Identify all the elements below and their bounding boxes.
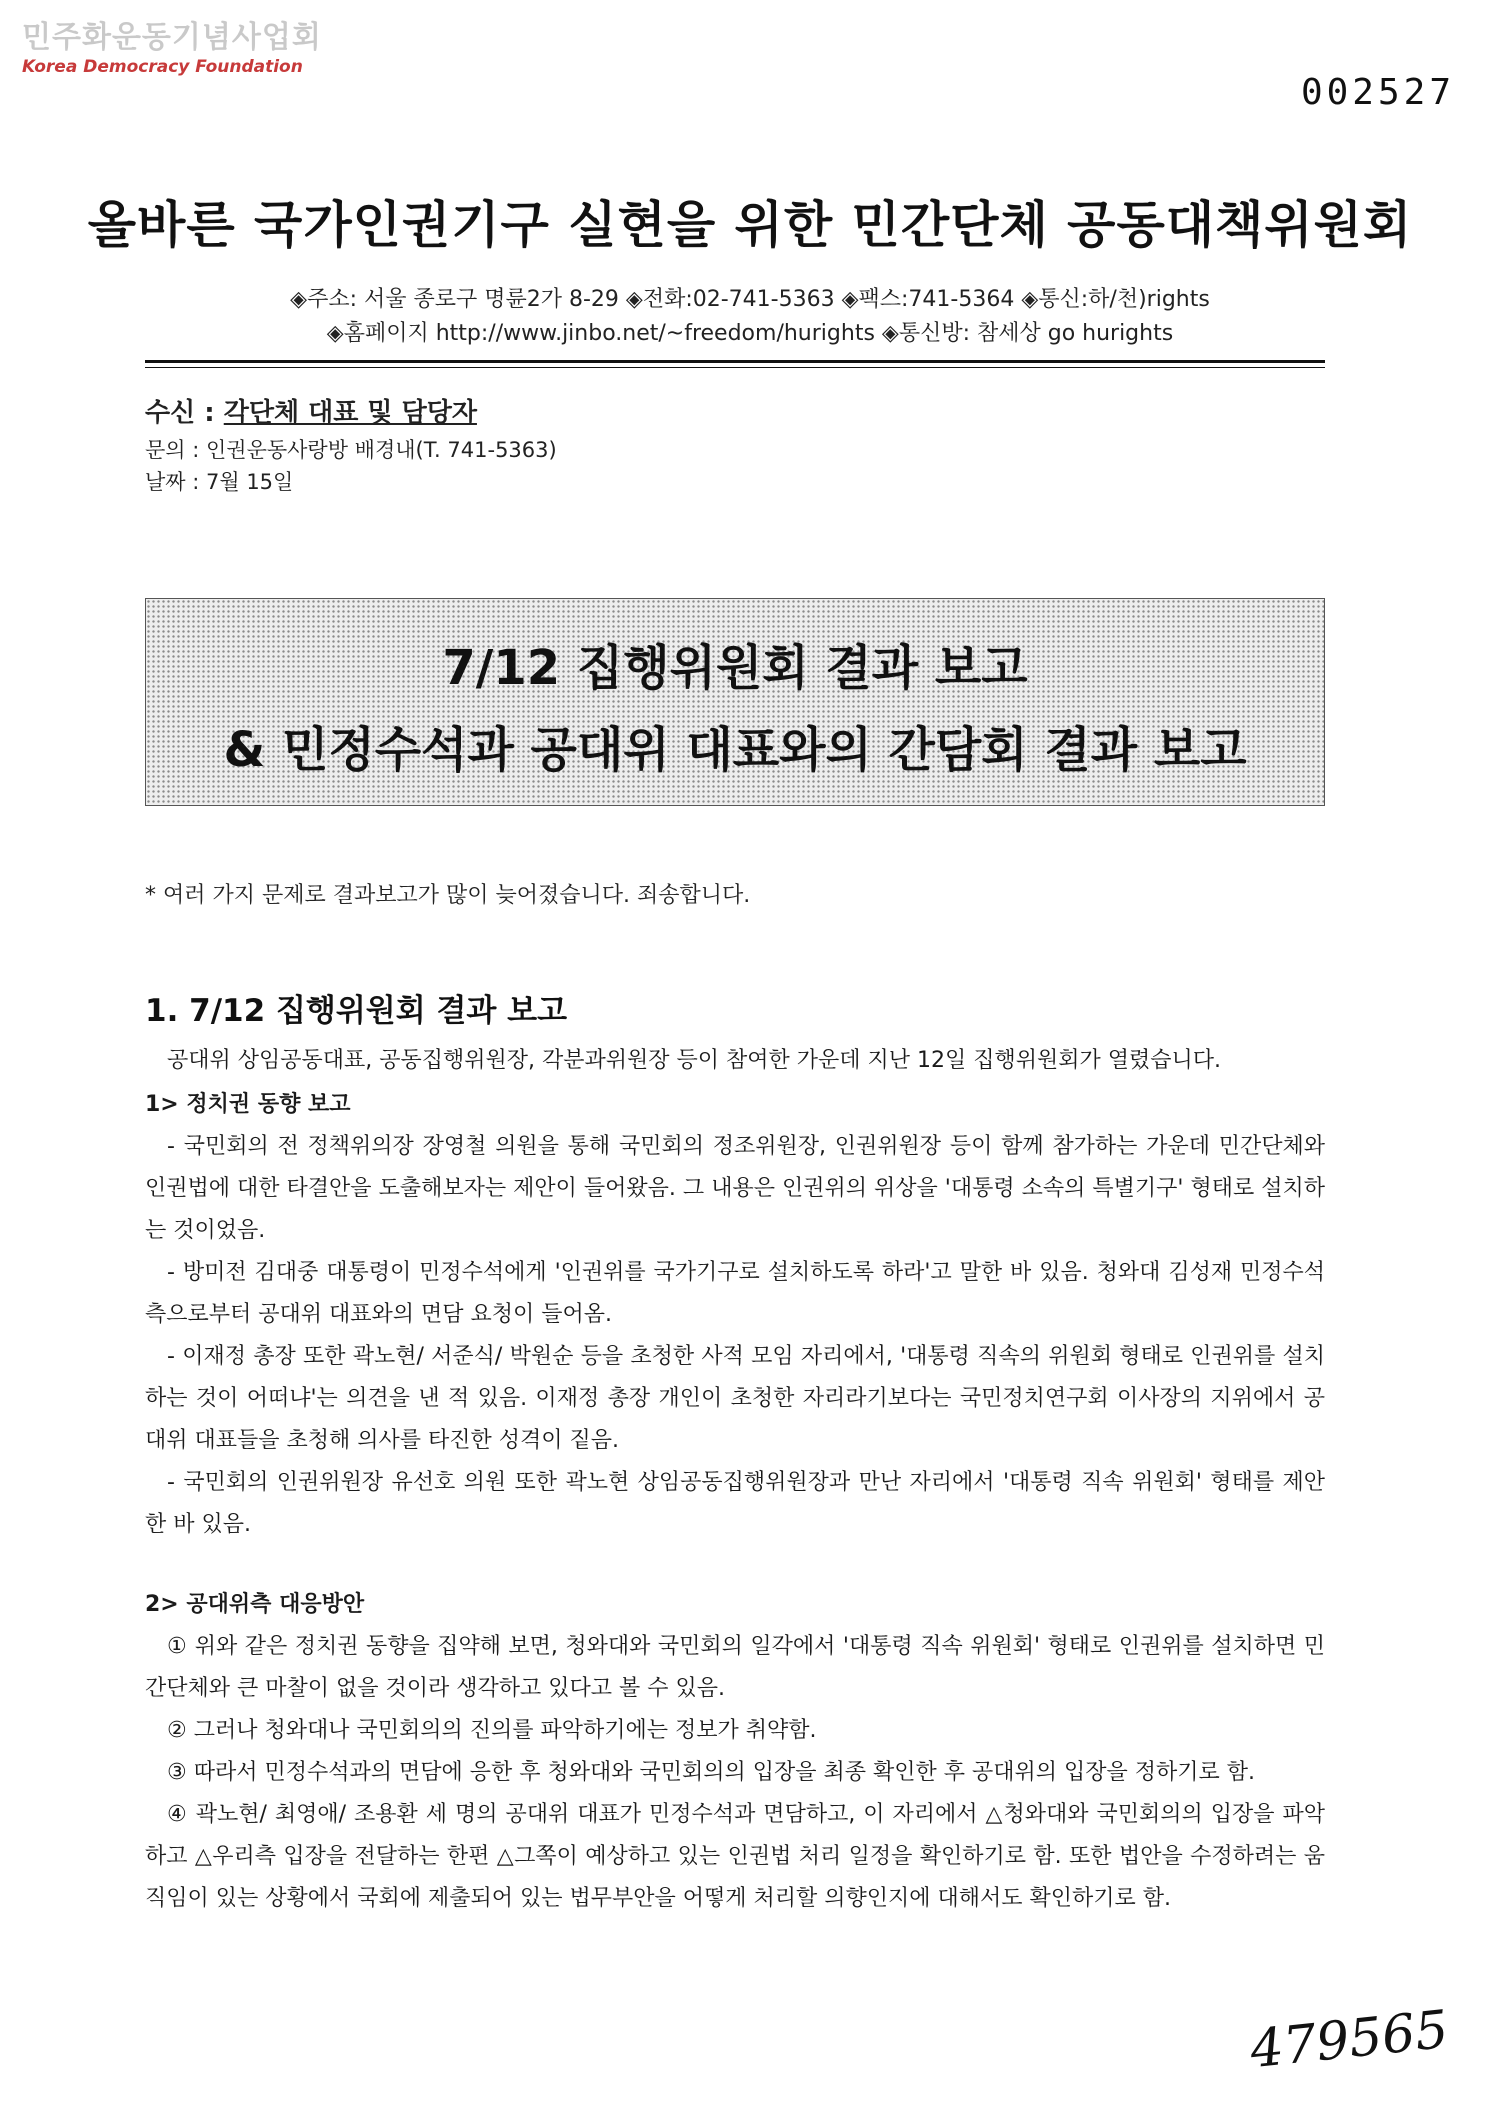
subsection-1-item: - 국민회의 인권위원장 유선호 의원 또한 곽노현 상임공동집행위원장과 만난 자리에서 '대통령 직속 위원회' 형태를 제안한 바 있음. [145, 1470, 1325, 1537]
watermark-english: Korea Democracy Foundation [22, 57, 303, 77]
subsection-1-item: - 국민회의 전 정책위의장 장영철 의원을 통해 국민회의 정조위원장, 인권위원장 등이 함께 참가하는 가운데 민간단체와 인권법에 대한 타결안을 도출해보자는 제안이 들어왔음. 그 내용은 인권위의 위상을 '대통령 소속의 특별기구' 형태로 설치하는 것이었음. [145, 1134, 1325, 1243]
inquiry-line: 문의 : 인권운동사랑방 배경내(T. 741-5363) [145, 438, 557, 462]
date-line: 날짜 : 7월 15일 [145, 470, 294, 494]
section-1-body [145, 1040, 1325, 1920]
banner-title-line-1: 7/12 집행위원회 결과 보고 [442, 640, 1028, 696]
spacer [145, 1546, 1325, 1582]
subsection-1-item: - 이재정 총장 또한 곽노현/ 서준식/ 박원순 등을 초청한 사적 모임 자리에서, '대통령 직속의 위원회 형태로 인권위를 설치하는 것이 어떠냐'는 의견을 낸 적 있음. 이재정 총장 개인이 초청한 자리라기보다는 국민정치연구회 이사장의 지위에서 공대위 대표들을 초청해 의사를 타진한 성격이 짙음. [145, 1344, 1325, 1453]
handwritten-number: 479565 [1247, 1999, 1452, 2081]
subsection-1-item: - 방미전 김대중 대통령이 민정수석에게 '인권위를 국가기구로 설치하도록 하라'고 말한 바 있음. 청와대 김성재 민정수석측으로부터 공대위 대표와의 면담 요청이 들어옴. [145, 1260, 1325, 1327]
recipient-value: 각단체 대표 및 담당자 [223, 398, 477, 428]
watermark-logo [22, 20, 322, 78]
recipient-line [145, 392, 477, 429]
report-title-banner [145, 598, 1325, 806]
apology-note: * 여러 가지 문제로 결과보고가 많이 늦어졌습니다. 죄송합니다. [145, 883, 751, 908]
subsection-2-item: ① 위와 같은 정치권 동향을 집약해 보면, 청와대와 국민회의 일각에서 '대통령 직속 위원회' 형태로 인권위를 설치하면 민간단체와 큰 마찰이 없을 것이라 생각하고 있다고 볼 수 있음. [145, 1634, 1325, 1701]
header-divider-thick [145, 360, 1325, 363]
subsection-2-item: ③ 따라서 민정수석과의 면담에 응한 후 청와대와 국민회의의 입장을 최종 확인한 후 공대위의 입장을 정하기로 함. [167, 1760, 1255, 1785]
subsection-2-item: ② 그러나 청와대나 국민회의의 진의를 파악하기에는 정보가 취약함. [167, 1718, 817, 1743]
header-divider-thin [145, 367, 1325, 368]
organization-title: 올바른 국가인권기구 실현을 위한 민간단체 공동대책위원회 [87, 196, 1413, 254]
banner-title-line-2: & 민정수석과 공대위 대표와의 간담회 결과 보고 [223, 722, 1247, 778]
contact-line-1: ◈주소: 서울 종로구 명륜2가 8-29 ◈전화:02-741-5363 ◈팩스:741-5364 ◈통신:하/천)rights [290, 287, 1210, 312]
section-1-intro: 공대위 상임공동대표, 공동집행위원장, 각분과위원장 등이 참여한 가운데 지난 12일 집행위원회가 열렸습니다. [167, 1048, 1221, 1073]
document-number: 002527 [1300, 72, 1455, 113]
subsection-2-item: ④ 곽노현/ 최영애/ 조용환 세 명의 공대위 대표가 민정수석과 면담하고, 이 자리에서 △청와대와 국민회의의 입장을 파악하고 △우리측 입장을 전달하는 한편 △그쪽이 예상하고 있는 인권법 처리 일정을 확인하기로 함. 또한 법안을 수정하려는 움직임이 있는 상황에서 국회에 제출되어 있는 법무부안을 어떻게 처리할 의향인지에 대해서도 확인하기로 함. [145, 1802, 1325, 1911]
recipient-label: 수신 : [145, 398, 224, 428]
subsection-1-title: 1> 정치권 동향 보고 [145, 1092, 351, 1117]
contact-line-2: ◈홈페이지 http://www.jinbo.net/~freedom/hurights ◈통신방: 참세상 go hurights [326, 321, 1174, 346]
watermark-korean: 민주화운동기념사업회 [22, 20, 322, 55]
section-1-title: 1. 7/12 집행위원회 결과 보고 [145, 993, 568, 1029]
subsection-2-title: 2> 공대위측 대응방안 [145, 1592, 365, 1617]
